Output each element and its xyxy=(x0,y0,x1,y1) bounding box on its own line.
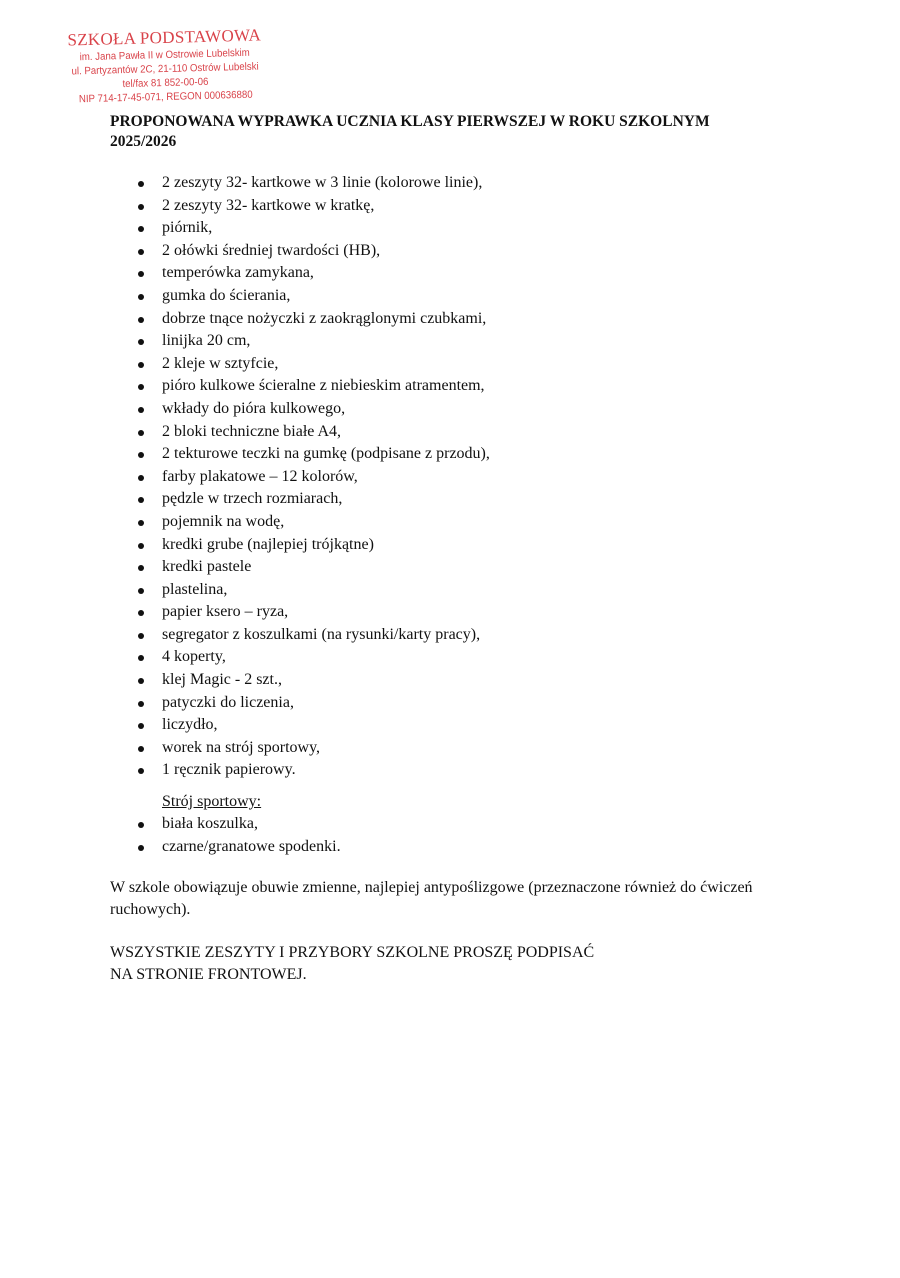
document-title xyxy=(110,112,790,152)
stamp-tax-line: NIP 714-17-45-071, REGON 000636880 xyxy=(78,88,253,106)
list-item: kredki pastele xyxy=(110,556,490,579)
list-item: 2 zeszyty 32- kartkowe w 3 linie (kolorowe linie), xyxy=(110,172,490,195)
list-item: plastelina, xyxy=(110,579,490,602)
list-item: dobrze tnące nożyczki z zaokrąglonymi czubkami, xyxy=(110,308,490,331)
school-stamp xyxy=(59,25,271,106)
stamp-patron-line: im. Jana Pawła II w Ostrowie Lubelskim xyxy=(79,46,250,64)
list-item: worek na strój sportowy, xyxy=(110,737,490,760)
list-item: linijka 20 cm, xyxy=(110,330,490,353)
sport-list xyxy=(110,813,341,858)
list-item: wkłady do pióra kulkowego, xyxy=(110,398,490,421)
list-item: patyczki do liczenia, xyxy=(110,692,490,715)
sport-heading: Strój sportowy: xyxy=(162,793,262,810)
closing-line1: WSZYSTKIE ZESZYTY I PRZYBORY SZKOLNE PROSZĘ PODPISAĆ xyxy=(110,944,595,961)
list-item: papier ksero – ryza, xyxy=(110,601,490,624)
list-item: liczydło, xyxy=(110,714,490,737)
list-item: czarne/granatowe spodenki. xyxy=(110,836,341,859)
list-item: 2 kleje w sztyfcie, xyxy=(110,353,490,376)
document-title-line2: 2025/2026 xyxy=(110,133,177,150)
list-item: kredki grube (najlepiej trójkątne) xyxy=(110,534,490,557)
supply-list xyxy=(110,172,490,782)
closing-line2: NA STRONIE FRONTOWEJ. xyxy=(110,966,307,983)
list-item: 1 ręcznik papierowy. xyxy=(110,759,490,782)
list-item: pojemnik na wodę, xyxy=(110,511,490,534)
document-title-line1: PROPONOWANA WYPRAWKA UCZNIA KLASY PIERWSZEJ W ROKU SZKOLNYM xyxy=(110,113,710,130)
list-item: gumka do ścierania, xyxy=(110,285,490,308)
list-item: 2 bloki techniczne białe A4, xyxy=(110,421,490,444)
stamp-address-line: ul. Partyzantów 2C, 21-110 Ostrów Lubelski xyxy=(71,60,259,78)
list-item: 2 ołówki średniej twardości (HB), xyxy=(110,240,490,263)
stamp-title: SZKOŁA PODSTAWOWA xyxy=(67,25,262,50)
list-item: klej Magic - 2 szt., xyxy=(110,669,490,692)
list-item: 4 koperty, xyxy=(110,646,490,669)
list-item: pędzle w trzech rozmiarach, xyxy=(110,488,490,511)
list-item: 2 zeszyty 32- kartkowe w kratkę, xyxy=(110,195,490,218)
list-item: biała koszulka, xyxy=(110,813,341,836)
list-item: pióro kulkowe ścieralne z niebieskim atramentem, xyxy=(110,375,490,398)
list-item: piórnik, xyxy=(110,217,490,240)
stamp-phone-line: tel/fax 81 852-00-06 xyxy=(122,75,209,91)
footwear-note: W szkole obowiązuje obuwie zmienne, najlepiej antypoślizgowe (przeznaczone również do ćwiczeń ruchowych). xyxy=(110,879,753,918)
closing-instruction xyxy=(110,942,800,986)
list-item: segregator z koszulkami (na rysunki/karty pracy), xyxy=(110,624,490,647)
list-item: farby plakatowe – 12 kolorów, xyxy=(110,466,490,489)
list-item: temperówka zamykana, xyxy=(110,262,490,285)
list-item: 2 tekturowe teczki na gumkę (podpisane z przodu), xyxy=(110,443,490,466)
